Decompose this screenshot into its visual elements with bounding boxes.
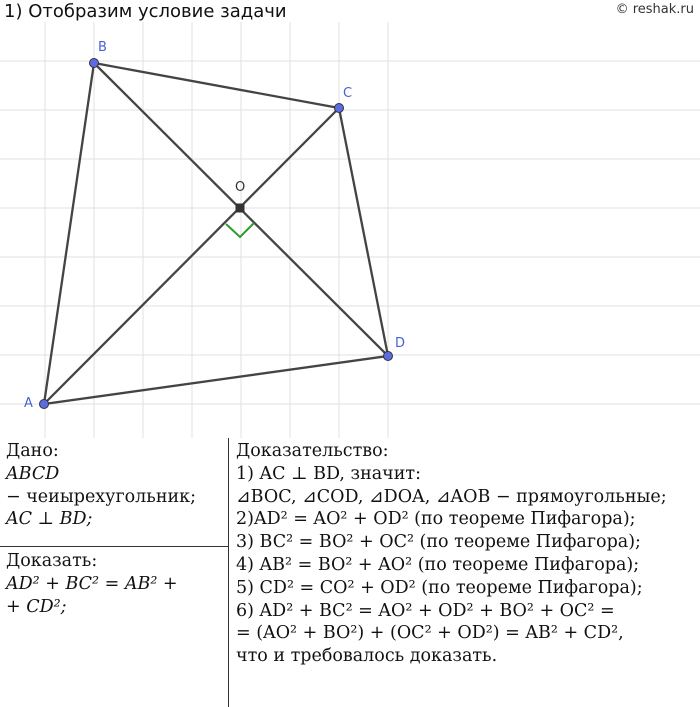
prove-line-1: AD² + BC² = AB² + — [6, 573, 178, 594]
proof-line-3: 2)AD² = AO² + OD² (по теореме Пифагора); — [236, 509, 636, 530]
label-o: O — [235, 180, 246, 195]
proof-line-1: 1) AC ⊥ BD, значит: — [236, 463, 421, 484]
prove-section — [6, 550, 228, 618]
grid — [0, 22, 700, 438]
label-d: D — [395, 336, 406, 351]
prove-heading: Доказать: — [6, 551, 98, 571]
point-d — [384, 352, 393, 361]
header — [0, 0, 700, 22]
solution-text — [0, 438, 700, 707]
figure-canvas — [0, 22, 700, 438]
proof-heading: Доказательство: — [236, 441, 389, 461]
label-b: B — [98, 40, 107, 55]
proof-line-9: что и требовалось доказать. — [236, 646, 498, 667]
given-section — [6, 440, 228, 531]
watermark: © reshak.ru — [615, 2, 694, 17]
proof-line-6: 5) CD² = CO² + OD² (по теореме Пифагора); — [236, 577, 643, 598]
point-o — [236, 204, 244, 212]
label-c: C — [343, 86, 353, 101]
given-line-3: AC ⊥ BD; — [6, 509, 93, 530]
page-title: 1) Отобразим условие задачи — [4, 1, 287, 22]
point-c — [335, 104, 344, 113]
point-b — [90, 59, 99, 68]
proof-line-7: 6) AD² + BC² = AO² + OD² + BO² + OC² = — [236, 600, 615, 621]
prove-line-2: + CD²; — [6, 596, 67, 617]
given-heading: Дано: — [6, 441, 59, 461]
proof-line-5: 4) AB² = BO² + AO² (по теореме Пифагора); — [236, 554, 640, 575]
proof-line-2: ⊿BOC, ⊿COD, ⊿DOA, ⊿AOB − прямоугольные; — [236, 486, 667, 507]
proof-section — [236, 440, 700, 668]
proof-line-4: 3) BC² = BO² + OC² (по теореме Пифагора); — [236, 532, 641, 553]
point-a — [40, 400, 49, 409]
proof-line-8: = (AO² + BO²) + (OC² + OD²) = AB² + CD², — [236, 623, 624, 644]
right-angle-mark — [226, 223, 254, 237]
given-line-1: ABCD — [6, 463, 60, 484]
given-line-2: − чеиырехугольник; — [6, 486, 196, 507]
geometry-figure — [0, 22, 700, 438]
label-a: A — [24, 396, 33, 411]
